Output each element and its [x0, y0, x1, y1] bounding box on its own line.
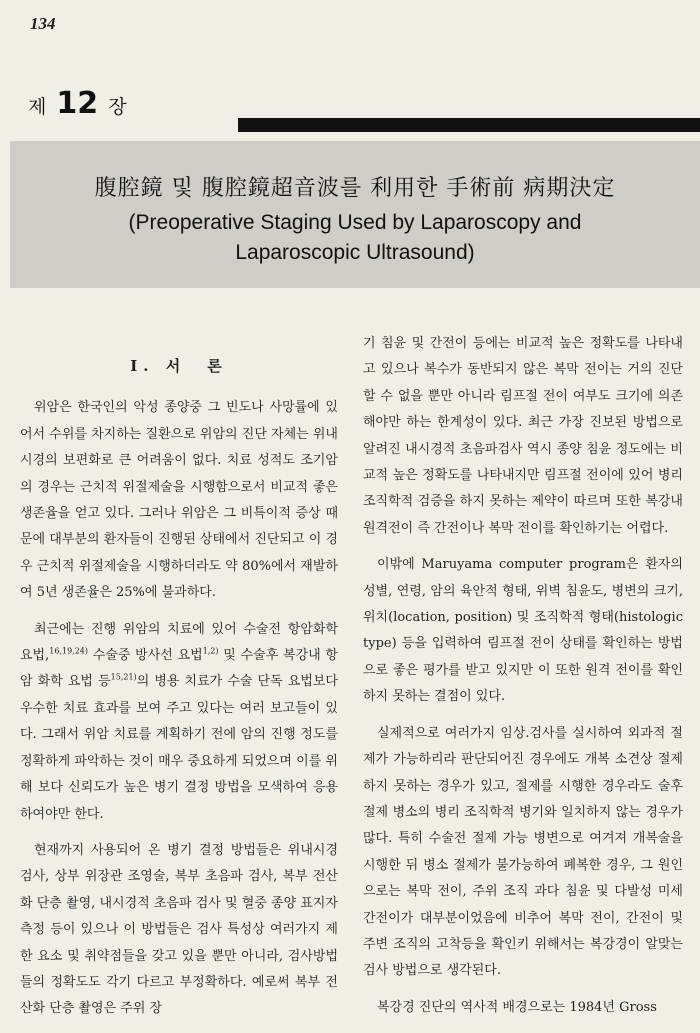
page-number: 134 [30, 14, 56, 33]
paragraph [20, 617, 338, 828]
paragraph-text: 최근에는 진행 위암의 치료에 있어 수술전 항암화학 요법, [20, 621, 338, 664]
paragraph: 복강경 진단의 역사적 배경으로는 1984년 Gross [377, 999, 657, 1015]
paragraph: 위암은 한국인의 악성 종양중 그 빈도나 사망률에 있어서 수위를 차지하는 질환으로 위암의 진단 자체는 위내시경의 보편화로 큰 어려움이 없다. 치료 성적도 조기암의 경우는 근치적 위절제술을 시행함으로서 비교적 좋은 생존율을 얻고 있다. 그러나 위암은 그 비특이적 증상 때문에 대부분의 환자들이 진행된 상태에서 진단되고 이 경우 근치적 위절제술을 시행하더라도 약 80%에서 재발하여 5년 생존율은 25%에 불과하다. [20, 400, 338, 601]
paragraph-text: 의 병용 치료가 수술 단독 요법보다 우수한 치료 효과를 보여 주고 있다는 여러 보고들이 있다. 그래서 위암 치료를 계획하기 전에 암의 진행 정도를 정확하게 파악하는 것이 매우 중요하게 되었으며 이를 위해 보다 신뢰도가 높은 병기 결정 방법을 모색하여 응용하여야만 한다. [20, 674, 338, 822]
paragraph: 기 침윤 및 간전이 등에는 비교적 높은 정확도를 나타내고 있으나 복수가 동반되지 않은 복막 전이는 거의 진단할 수 없을 뿐만 아니라 림프절 전이 여부도 크기에 의존해야만 하는 한계성이 있다. 최근 가장 진보된 방법으로 알려진 내시경적 초음파검사 역시 종양 침윤 정도에는 비교적 높은 정확도를 나타내지만 림프절 전이에 있어 병리 조직학적 검증을 하지 못하는 제약이 따르며 또한 복강내 원격전이 즉 간전이나 복막 전이를 확인하기는 어렵다. [363, 336, 683, 536]
paragraph-text: 및 수술후 복강내 항암 화학 요법 등 [20, 648, 338, 690]
chapter-number: 12 [56, 86, 99, 121]
title-english-line1: (Preoperative Staging Used by Laparoscopy and [128, 211, 582, 234]
paragraph: 이밖에 Maruyama computer program은 환자의 성별, 연령, 암의 육안적 형태, 위벽 침윤도, 병변의 크기, 위치(location, position) 및 조직학적 형태(histologic type) 등을 입력하여 림프절 전이 상태를 확인하는 방법으로 좋은 평가를 받고 있지만 이 또한 원격 전이를 확인하지 못하는 결점이 있다. [363, 557, 683, 705]
chapter-suffix: 장 [108, 96, 127, 118]
citation: 1,2) [202, 646, 219, 656]
paragraph: 현재까지 사용되어 온 병기 결정 방법들은 위내시경 검사, 상부 위장관 조영술, 복부 초음파 검사, 복부 전산화 단층 촬영, 내시경적 초음파 검사 및 혈중 종양 표지자 측정 등이 있으나 이 방법들은 검사 특성상 여러가지 제한 요소 및 취약점들을 갖고 있을 뿐만 아니라, 검사방법들의 정확도도 각기 다르고 부정확하다. 예로써 복부 전산화 단층 촬영은 주위 장 [20, 842, 338, 1017]
paragraph: 실제적으로 여러가지 임상.검사를 실시하여 외과적 절제가 가능하리라 판단되어진 경우에도 개복 소견상 절제하지 못하는 경우가 있고, 절제를 시행한 경우라도 술후 절제 병소의 병리 조직학적 병기와 일치하지 않는 경우가 많다. 특히 수술전 절제 가능 병변으로 여겨져 개복술을 시행한 뒤 병소 절제가 불가능하여 폐복한 경우, 그 원인으로는 복막 전이, 주위 조직 과다 침윤 및 다발성 미세 간전이가 대부분이었음에 비추어 복막 전이, 간전이 및 주변 조직의 고착등을 확인키 위해서는 복강경이 알맞는 검사 방법으로 생각된다. [363, 725, 683, 979]
title-band [10, 141, 700, 288]
citation: 16,19,24) [49, 646, 88, 656]
right-column [363, 331, 683, 1031]
title-english [10, 208, 700, 268]
citation: 15,21) [110, 673, 137, 683]
chapter-rule [238, 118, 700, 132]
chapter-prefix: 제 [28, 96, 47, 118]
chapter-label [28, 86, 127, 121]
section-heading: I. 서 론 [130, 357, 228, 375]
paragraph-text: 수술중 방사선 요법 [88, 648, 203, 664]
title-english-line2: Laparoscopic Ultrasound) [235, 241, 475, 264]
title-korean: 腹腔鏡 및 腹腔鏡超音波를 利用한 手術前 病期決定 [94, 176, 616, 201]
left-column [20, 325, 338, 1033]
